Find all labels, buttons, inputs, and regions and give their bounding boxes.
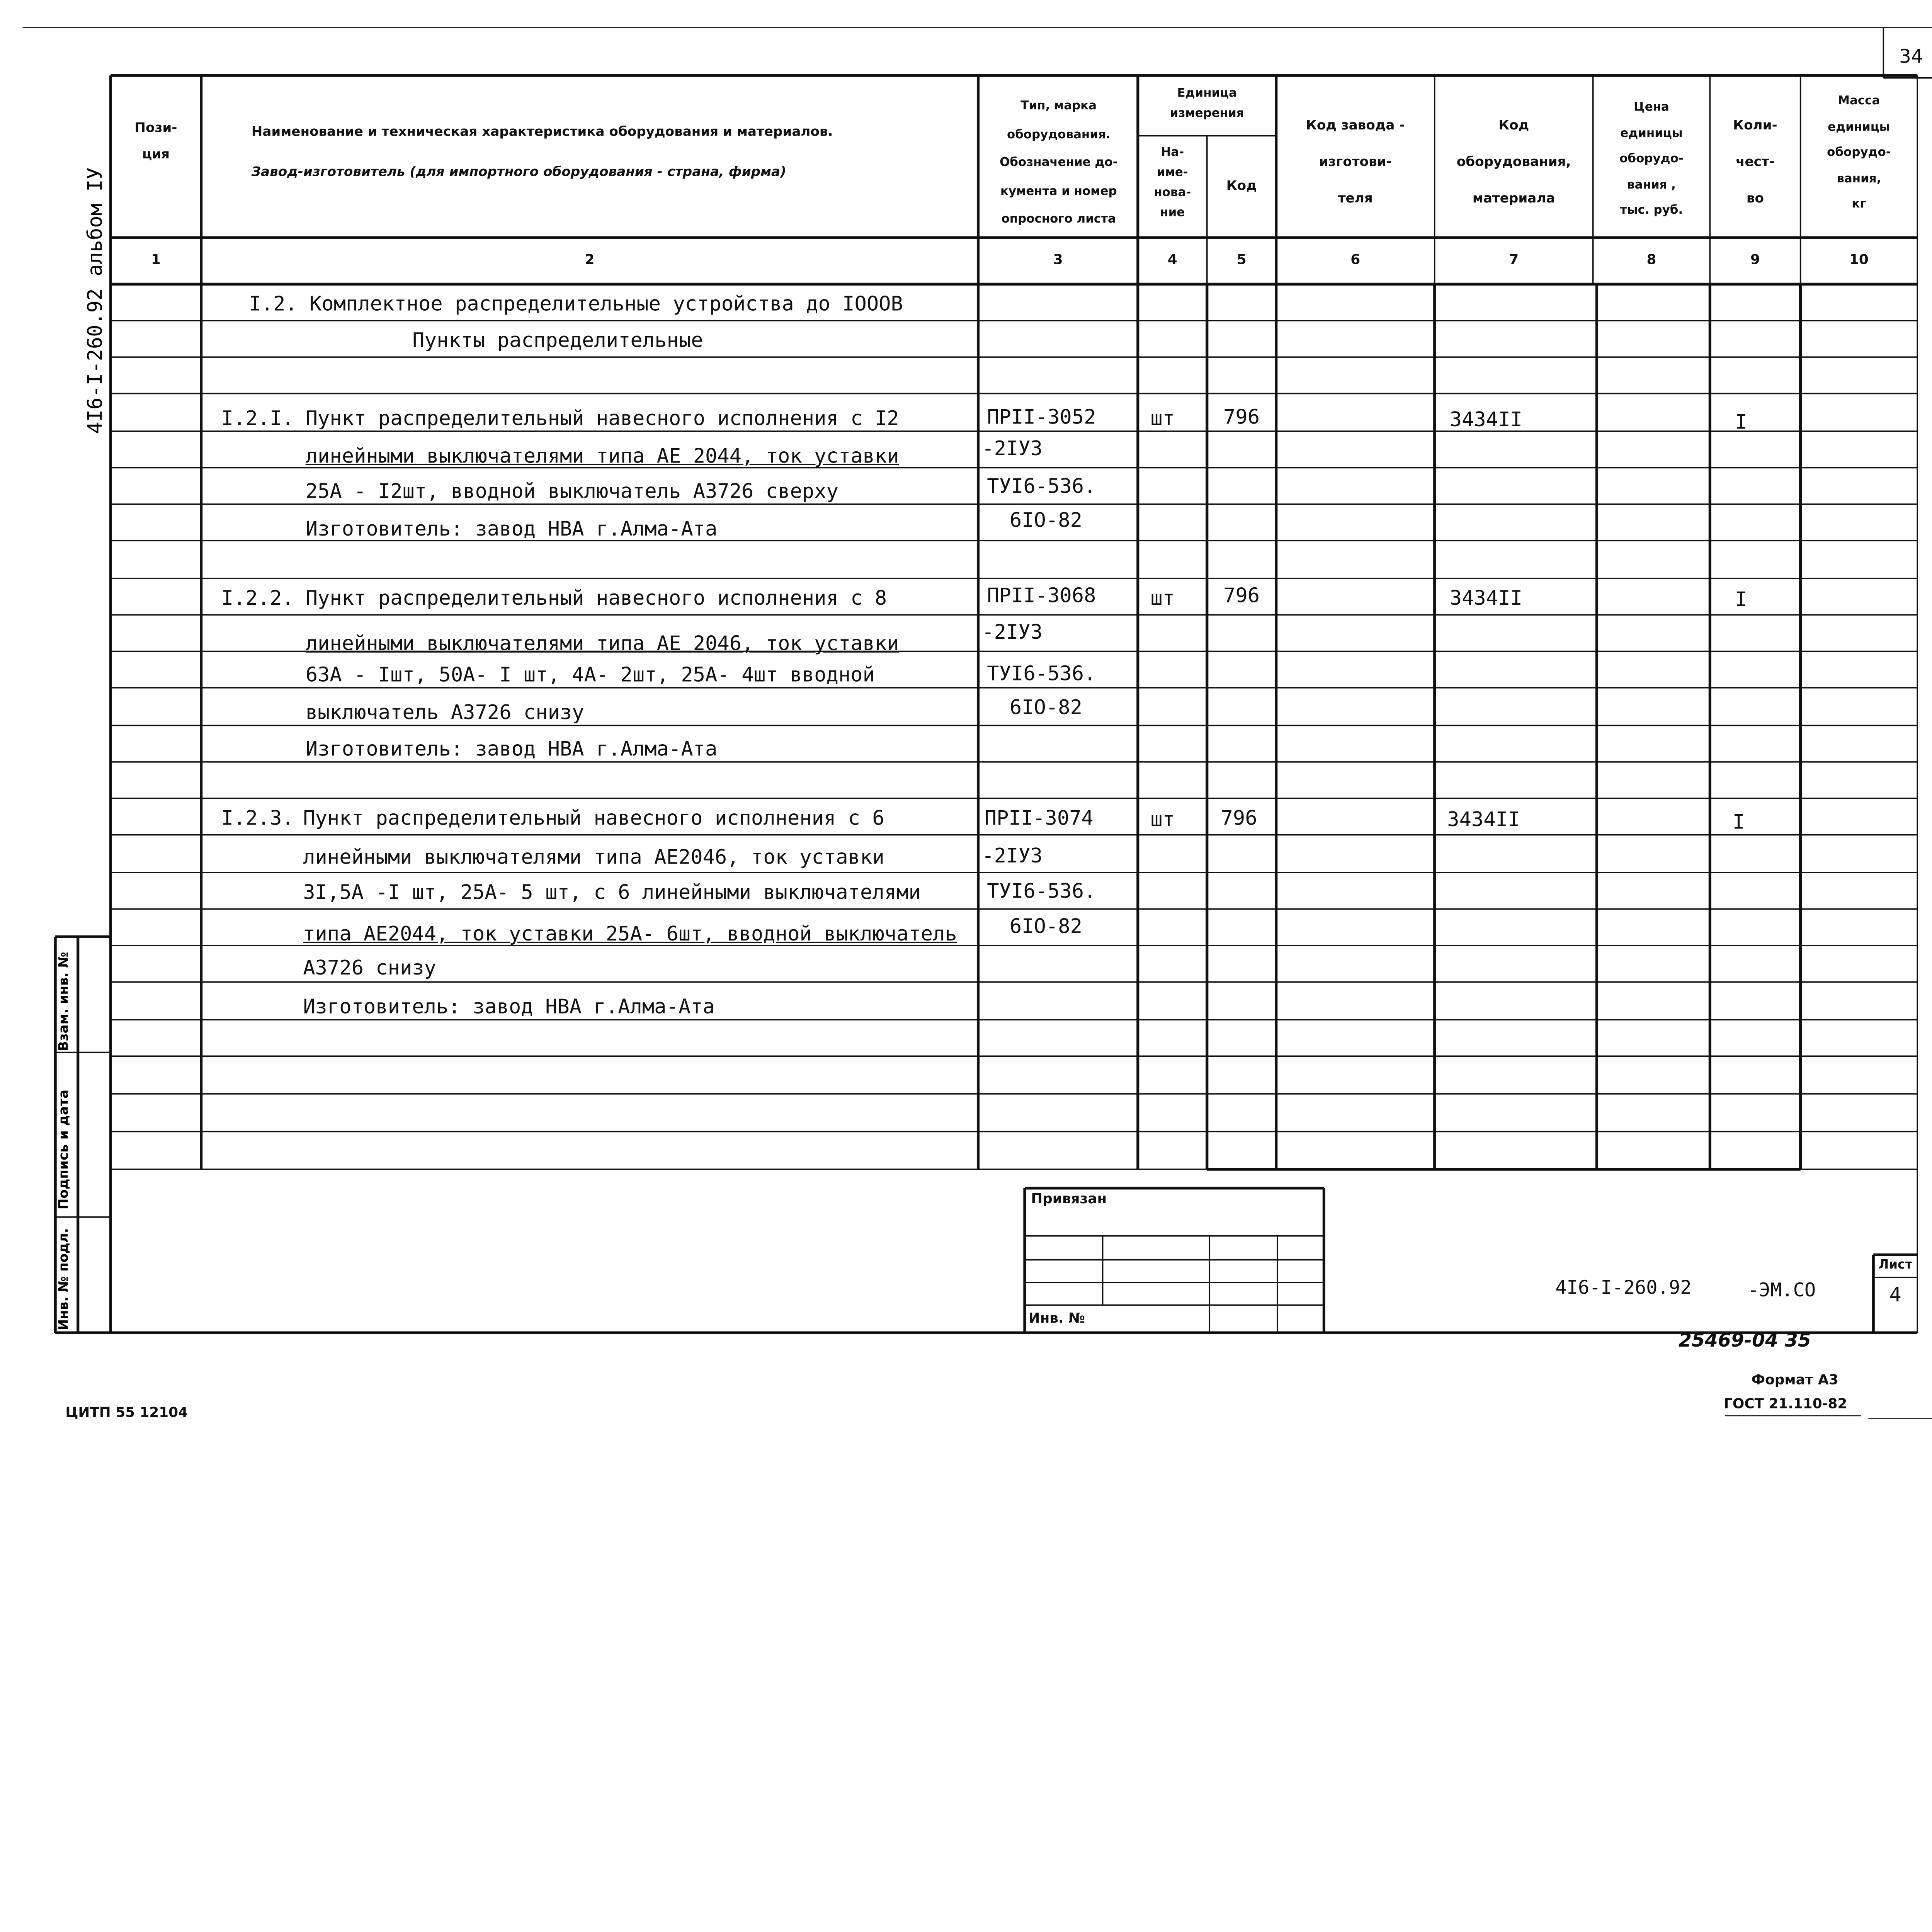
colnum-1: 1 <box>151 251 161 268</box>
item1-type4: 6IO-82 <box>1009 508 1082 532</box>
item1-type2: -2IУ3 <box>982 436 1043 460</box>
item2-type3: ТУI6-536. <box>987 661 1096 685</box>
list-number: 4 <box>1889 1282 1901 1306</box>
section-title: I.2. Комплектное распределительные устройства до IOOOB <box>249 291 903 316</box>
item3-unit-code: 796 <box>1221 806 1257 830</box>
stamp-privyazan: Привязан <box>1031 1190 1107 1207</box>
item2-pos: I.2.2. <box>221 586 294 610</box>
margin-vzam: Взам. инв. № <box>56 952 72 1051</box>
item3-unit: шт <box>1150 807 1175 831</box>
header-col1: Пози- ция <box>134 121 177 162</box>
header-col6: Код завода - изготови- теля <box>1306 118 1405 206</box>
colnum-2: 2 <box>585 251 595 268</box>
item3-line1: Пункт распределительный навесного исполнения с 6 <box>303 806 884 830</box>
item2-line2: линейными выключателями типа АЕ 2046, ток уставки <box>305 631 899 655</box>
side-label: 4I6-I-260.92 альбом IУ <box>83 167 107 434</box>
item1-line3: 25А - I2шт, вводной выключатель А3726 сверху <box>305 479 838 503</box>
stamp-inv: Инв. № <box>1028 1310 1085 1327</box>
item3-line6: Изготовитель: завод НВА г.Алма-Ата <box>303 994 715 1019</box>
header-col7: Код оборудования, материала <box>1456 118 1571 206</box>
item3-type1: ПРII-3074 <box>984 806 1094 830</box>
item3-line3: 3I,5А -I шт, 25А- 5 шт, с 6 линейными выключателями <box>303 880 921 904</box>
item1-line4: Изготовитель: завод НВА г.Алма-Ата <box>305 517 718 541</box>
item3-code: 3434II <box>1447 807 1520 831</box>
item3-line2: линейными выключателями типа АЕ2046, ток уставки <box>303 845 884 869</box>
sheet-number: 34 <box>1899 45 1923 68</box>
item1-type3: ТУI6-536. <box>987 474 1096 498</box>
header-col3: Тип, марка оборудования. Обозначение до- кумента и номер опросного листа <box>1000 99 1118 226</box>
doc-suffix: -ЭМ.СО <box>1747 1279 1816 1301</box>
item3-type3: ТУI6-536. <box>987 879 1096 903</box>
item2-line1: Пункт распределительный навесного исполнения с 8 <box>305 586 887 610</box>
item3-qty: I <box>1732 810 1745 834</box>
header-col8: Цена единицы оборудо- вания , тыс. руб. <box>1619 100 1684 218</box>
list-label: Лист <box>1878 1259 1913 1272</box>
colnum-3: 3 <box>1053 251 1063 268</box>
item1-line2: линейными выключателями типа АЕ 2044, ток уставки <box>305 444 899 468</box>
item2-line3: 63А - Iшт, 50А- I шт, 4А- 2шт, 25А- 4шт вводной <box>305 662 875 687</box>
item2-type1: ПРII-3068 <box>987 583 1096 607</box>
item1-code: 3434II <box>1449 407 1522 432</box>
gost-label: ГОСТ 21.110-82 <box>1724 1395 1847 1412</box>
header-col2: Наименование и техническая характеристика оборудования и материалов. Завод-изготовитель (для импортного оборудования - страна, фирма) <box>251 124 833 180</box>
header-col9: Коли- чест- во <box>1733 118 1777 206</box>
item2-line4: выключатель А3726 снизу <box>305 700 584 724</box>
item3-type2: -2IУ3 <box>982 844 1043 868</box>
colnum-6: 6 <box>1350 251 1361 268</box>
item1-pos: I.2.I. <box>221 406 294 430</box>
item2-type2: -2IУ3 <box>982 620 1043 644</box>
header-col4: На- име- нова- ние <box>1154 146 1191 220</box>
colnum-8: 8 <box>1646 251 1656 268</box>
tsitp-label: ЦИТП 55 12104 <box>65 1404 188 1421</box>
header-col10: Масса единицы оборудо- вания, кг <box>1827 94 1891 211</box>
item1-type1: ПРII-3052 <box>987 405 1096 429</box>
item3-type4: 6IO-82 <box>1009 914 1082 938</box>
colnum-4: 4 <box>1167 251 1177 268</box>
item3-pos: I.2.3. <box>221 806 294 830</box>
header-col5: Код <box>1226 179 1257 194</box>
item1-qty: I <box>1735 410 1747 434</box>
item1-line1: Пункт распределительный навесного исполнения с I2 <box>305 406 899 430</box>
item2-code: 3434II <box>1449 586 1522 610</box>
item3-line4: типа АЕ2044, ток уставки 25А- 6шт, вводной выключатель <box>303 922 957 946</box>
item1-unit: шт <box>1150 406 1175 430</box>
item2-unit-code: 796 <box>1223 583 1260 607</box>
colnum-7: 7 <box>1509 251 1519 268</box>
item3-line5: А3726 снизу <box>303 955 437 980</box>
colnum-10: 10 <box>1849 251 1869 268</box>
format-label: Формат А3 <box>1751 1372 1838 1388</box>
subsection-title: Пункты распределительные <box>412 328 703 352</box>
header-unit: Единица измерения <box>1170 87 1244 121</box>
margin-inv-podl: Инв. № подл. <box>56 1228 72 1330</box>
doc-code: 4I6-I-260.92 <box>1555 1276 1692 1299</box>
item1-unit-code: 796 <box>1223 405 1260 429</box>
item2-unit: шт <box>1150 586 1175 610</box>
item2-type4: 6IO-82 <box>1009 695 1082 719</box>
handwritten-number: 25469-04 35 <box>1678 1329 1811 1352</box>
colnum-5: 5 <box>1236 251 1247 268</box>
item2-qty: I <box>1735 587 1747 611</box>
colnum-9: 9 <box>1750 251 1760 268</box>
item2-line5: Изготовитель: завод НВА г.Алма-Ата <box>305 736 718 761</box>
margin-podpis: Подпись и дата <box>56 1089 72 1210</box>
